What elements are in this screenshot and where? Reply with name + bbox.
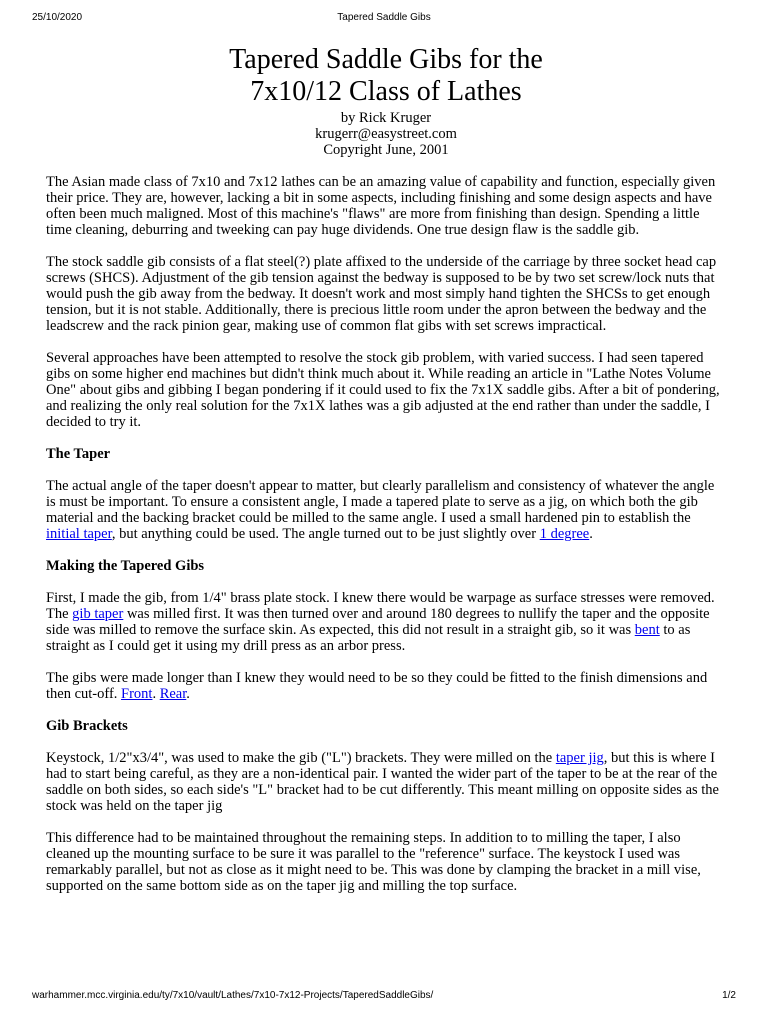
- link-bent[interactable]: bent: [634, 622, 660, 638]
- brackets-paragraph-1: [46, 750, 726, 814]
- text: .: [152, 686, 160, 702]
- making-paragraph-1: [46, 590, 726, 654]
- text: , but this is where I had to start being careful, as they are a non-identical pair. I wanted the wider part of the taper to be at the rear of the saddle on both sides, so each side's "L" bracket had to be cut differently. This meant milling on opposite sides as the stock was held on the taper jig: [46, 750, 719, 814]
- text: First, I made the gib, from 1/4" brass plate stock. I knew there would be warpage as surface stresses were removed. The: [46, 590, 715, 622]
- text: The gibs were made longer than I knew they would need to be so they could be fitted to the finish dimensions and then cut-off.: [46, 670, 708, 702]
- heading-the-taper: The Taper: [46, 446, 111, 462]
- link-gib-taper[interactable]: gib taper: [72, 606, 124, 622]
- intro-paragraph-2: The stock saddle gib consists of a flat steel(?) plate affixed to the underside of the carriage by three socket head cap screws (SHCS). Adjustment of the gib tension against the bedway is supposed to be by two set screw/lock nuts that would push the gib away from the bedway. It doesn't work and most simply hand tighten the SHCSs to get enough tension, but it is not stable. Additionally, there is precious little room under the apron between the bedway and the leadscrew and the rack pinion gear, making use of common flat gibs with set screws impractical.: [46, 254, 717, 334]
- heading-gib-brackets: Gib Brackets: [46, 718, 128, 734]
- title-line-2: 7x10/12 Class of Lathes: [250, 76, 522, 107]
- page-url: warhammer.mcc.virginia.edu/ty/7x10/vault/Lathes/7x10-7x12-Projects/TaperedSaddleGibs/: [32, 990, 434, 1001]
- text: .: [589, 526, 593, 542]
- text: The actual angle of the taper doesn't appear to matter, but clearly parallelism and consistency of whatever the angle is must be important. To ensure a consistent angle, I made a tapered plate to serve as a jig, on which both the gib material and the backing bracket could be milled to the same angle. I used a small hardened pin to establish the: [46, 478, 715, 526]
- text: .: [186, 686, 190, 702]
- print-header: [32, 12, 736, 26]
- link-taper-jig[interactable]: taper jig: [555, 750, 604, 766]
- link-initial-taper[interactable]: initial taper: [46, 526, 112, 542]
- taper-paragraph: [46, 478, 726, 542]
- link-front[interactable]: Front: [121, 686, 153, 702]
- link-rear[interactable]: Rear: [159, 686, 187, 702]
- byline: [46, 110, 726, 158]
- making-paragraph-2: [46, 670, 726, 702]
- page-number: 1/2: [722, 990, 736, 1001]
- document-body: [46, 44, 726, 894]
- print-footer: [32, 990, 736, 1004]
- brackets-paragraph-2: This difference had to be maintained throughout the remaining steps. In addition to to milling the taper, I also cleaned up the mounting surface to be sure it was parallel to the "reference" surface. The keystock I used was remarkably parallel, but not as close as it might need to be. This was done by clamping the bracket in a mill vise, supported on the same bottom side as on the taper jig and milling the top surface.: [46, 830, 701, 894]
- text: Keystock, 1/2"x3/4", was used to make the gib ("L") brackets. They were milled on the: [46, 750, 556, 766]
- copyright: Copyright June, 2001: [323, 142, 449, 158]
- text: , but anything could be used. The angle turned out to be just slightly over: [111, 526, 540, 542]
- intro-paragraph-3: Several approaches have been attempted to resolve the stock gib problem, with varied success. I had seen tapered gibs on some higher end machines but didn't think much about it. While reading an article in "Lathe Notes Volume One" about gibs and gibbing I began pondering if it could used to fix the 7x1X saddle gibs. After a bit of pondering, and realizing the only real solution for the 7x1X lathes was a gib adjusted at the end rather than under the saddle, I decided to try it.: [46, 350, 720, 430]
- title-line-1: Tapered Saddle Gibs for the: [229, 44, 543, 75]
- document-title: [46, 44, 726, 108]
- author: by Rick Kruger: [340, 110, 432, 126]
- heading-making-gibs: Making the Tapered Gibs: [46, 558, 205, 574]
- print-date: 25/10/2020: [32, 12, 83, 23]
- text: was milled first. It was then turned over and around 180 degrees to nullify the taper and the opposite side was milled to remove the surface skin. As expected, this did not result in a straight gib, so it was: [46, 606, 710, 638]
- intro-paragraph-1: The Asian made class of 7x10 and 7x12 lathes can be an amazing value of capability and function, especially given their price. They are, however, lacking a bit in some aspects, including finishing and some design aspects and have often been much maligned. Most of this machine's "flaws" are more from finishing than design. Spending a little time cleaning, deburring and tweeking can pay huge dividends. One true design flaw is the saddle gib.: [46, 174, 716, 238]
- link-1-degree[interactable]: 1 degree: [539, 526, 590, 542]
- text: to as straight as I could get it using my drill press as an arbor press.: [46, 622, 691, 654]
- print-page-title: Tapered Saddle Gibs: [337, 12, 431, 23]
- author-email: krugerr@easystreet.com: [315, 126, 457, 142]
